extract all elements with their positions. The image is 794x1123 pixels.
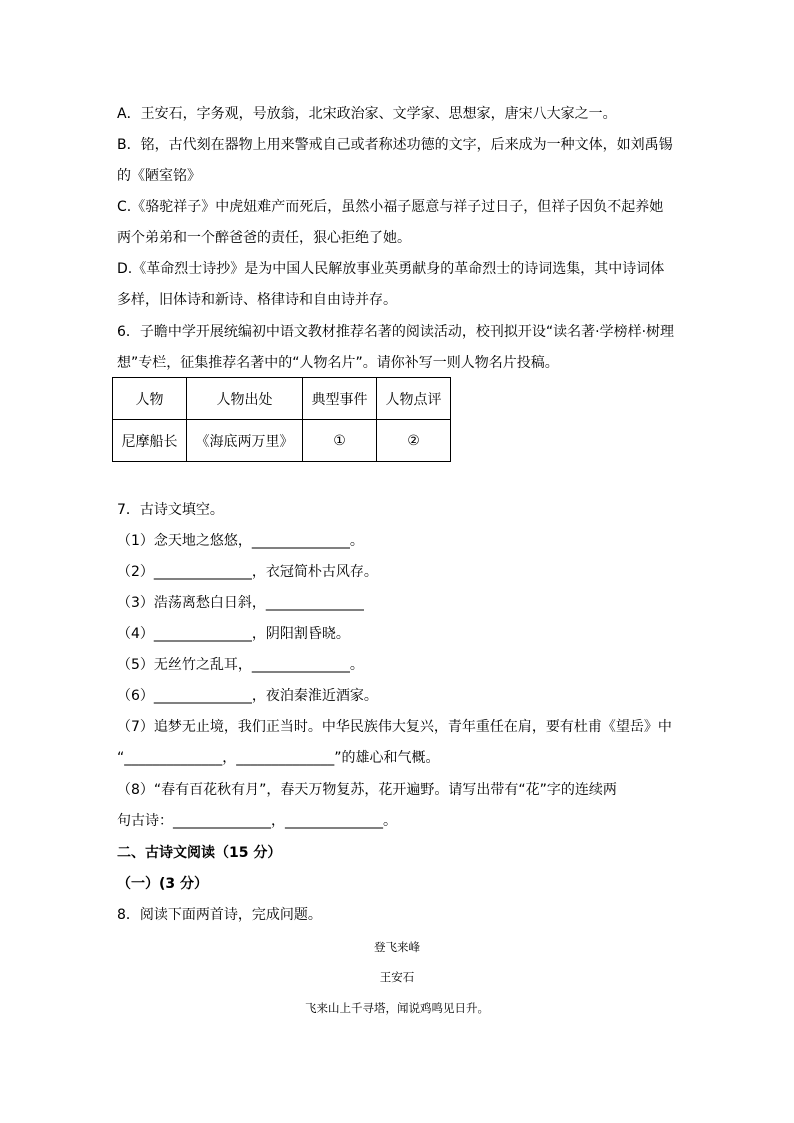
table-header-cell: 人物 [113,378,187,420]
table-header-cell: 人物点评 [377,378,451,420]
table-cell-answer-1[interactable]: ① [303,420,377,462]
poem-line: 飞来山上千寻塔，闻说鸡鸣见日升。 [305,1001,489,1015]
question-6-line1: 6．子瞻中学开展统编初中语文教材推荐名著的阅读活动，校刊拟开设“读名著·学榜样·树理 [117,324,675,340]
fill-blank-item[interactable]: （1）念天地之悠悠，______________。 [117,533,364,549]
fill-blank-item[interactable]: （5）无丝竹之乱耳，______________。 [117,657,364,673]
option-a: A．王安石，字务观，号放翁，北宋政治家、文学家、思想家，唐宋八大家之一。 [117,106,617,122]
fill-blank-item[interactable]: 句古诗：______________，______________。 [117,813,397,829]
option-d-line2: 多样，旧体诗和新诗、格律诗和自由诗并存。 [117,292,397,308]
question-8: 8．阅读下面两首诗，完成问题。 [117,907,322,923]
fill-blank-item[interactable]: “______________，______________”的雄心和气概。 [117,750,440,766]
option-b-line2: 的《陋室铭》 [117,168,201,184]
section-2-sub: （一）(3 分） [117,876,209,892]
option-c-line2: 两个弟弟和一个醉爸爸的责任，狠心拒绝了她。 [117,230,411,246]
table-cell-answer-2[interactable]: ② [377,420,451,462]
option-c-line1: C.《骆驼祥子》中虎妞难产而死后，虽然小福子愿意与祥子过日子，但祥子因负不起养她 [117,199,664,215]
table-header-cell: 典型事件 [303,378,377,420]
poem-title: 登飞来峰 [374,940,420,954]
table-cell: 《海底两万里》 [187,420,303,462]
fill-blank-item[interactable]: （6）______________，夜泊秦淮近酒家。 [117,688,378,704]
section-2-title: 二、古诗文阅读（15 分） [117,845,282,861]
poem-author: 王安石 [379,970,415,984]
fill-blank-item[interactable]: （3）浩荡离愁白日斜，______________ [117,595,364,611]
table-cell: 尼摩船长 [113,420,187,462]
question-7-title: 7．古诗文填空。 [117,502,224,518]
character-card-table [112,377,451,462]
fill-blank-item[interactable]: （4）______________，阴阳割昏晓。 [117,626,350,642]
fill-blank-item: （8）“春有百花秋有月”，春天万物复苏，花开遍野。请写出带有“花”字的连续两 [117,782,617,798]
table-header-row [113,378,451,420]
option-b-line1: B．铭，古代刻在器物上用来警戒自己或者称述功德的文字，后来成为一种文体，如刘禹锡 [117,137,673,153]
table-row [113,420,451,462]
table-header-cell: 人物出处 [187,378,303,420]
question-6-line2: 想”专栏，征集推荐名著中的“人物名片”。请你补写一则人物名片投稿。 [117,355,559,371]
fill-blank-item: （7）追梦无止境，我们正当时。中华民族伟大复兴，青年重任在肩，要有杜甫《望岳》中 [117,719,672,735]
option-d-line1: D.《革命烈士诗抄》是为中国人民解放事业英勇献身的革命烈士的诗词选集，其中诗词体 [117,261,665,277]
fill-blank-item[interactable]: （2）______________，衣冠简朴古风存。 [117,564,378,580]
